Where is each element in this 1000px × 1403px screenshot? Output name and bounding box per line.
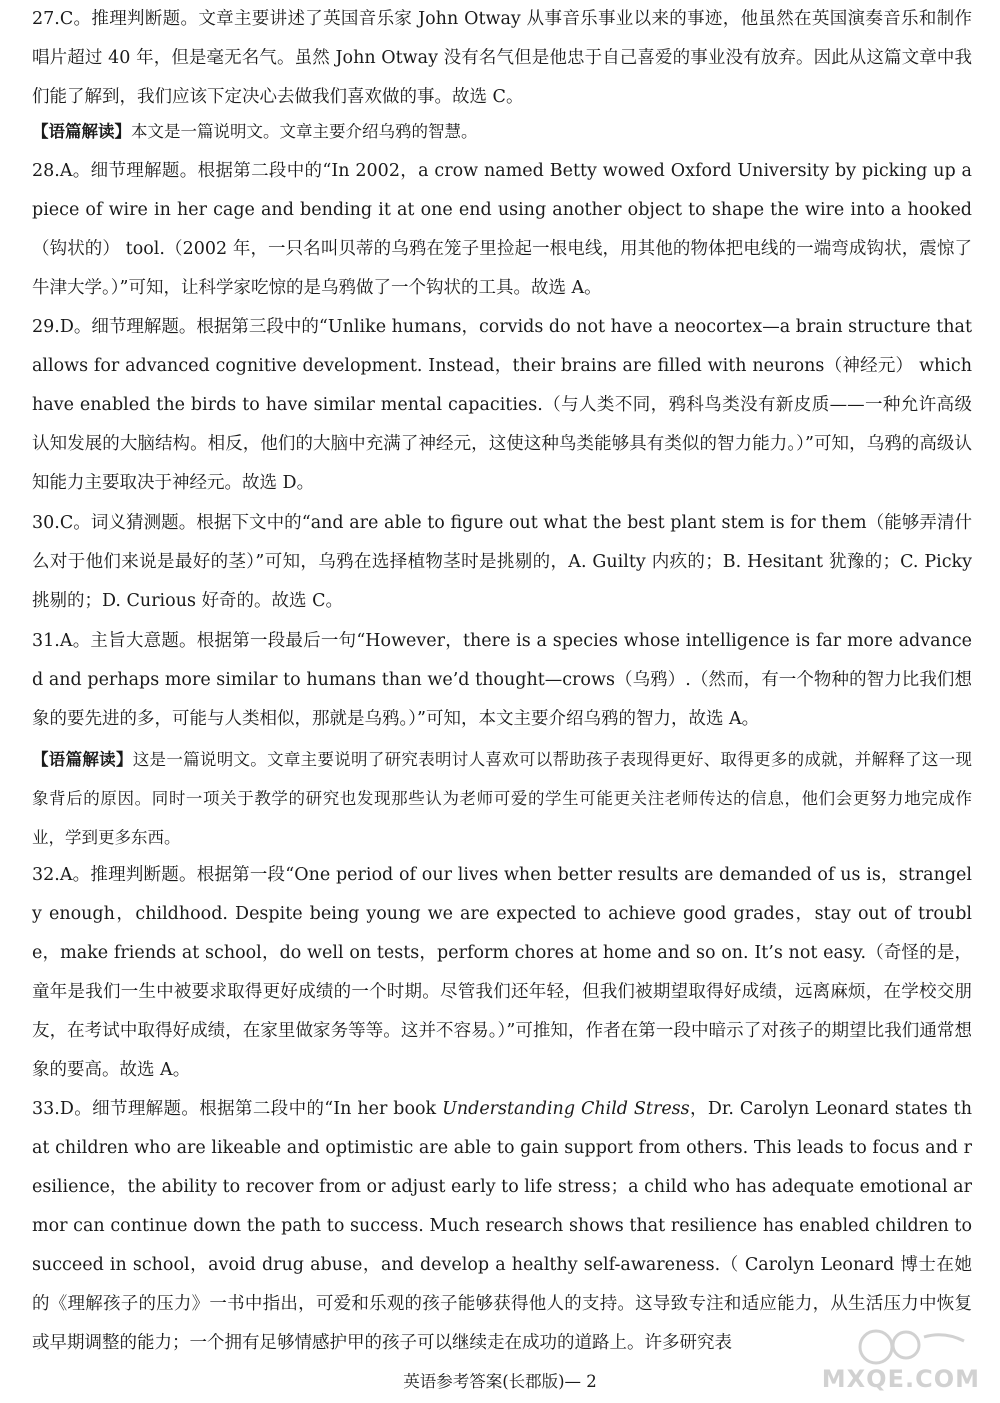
- answer-33-lead: 33.D。细节理解题。根据第二段中的“In her book: [32, 1099, 443, 1119]
- analysis-tag: 【语篇解读】: [32, 750, 133, 769]
- answer-27: 27.C。推理判断题。文章主要讲述了英国音乐家 John Otway 从事音乐事业以来的事迹，他虽然在英国演奏音乐和制作唱片超过 40 年，但是毫无名气。虽然 John Otway 没有名气但是他忠于自己喜爱的事业没有放弃。因此从这篇文章中我们能了解到，我们应该下定决心去做我们喜欢做的事。故选 C。: [32, 9, 972, 107]
- analysis-tag: 【语篇解读】: [32, 122, 131, 141]
- passage-analysis-2: [32, 740, 972, 857]
- answer-29: 29.D。细节理解题。根据第三段中的“Unlike humans，corvids do not have a neocortex—a brain structure that allows for advanced cognitive development. Instead，their brains are filled with neurons（神经元） which have enabled the birds to have similar mental capacities.（与人类不同，鸦科鸟类没有新皮质——一种允许高级认知发展的大脑结构。相反，他们的大脑中充满了神经元，这使这种鸟类能够具有类似的智力能力。）”可知，乌鸦的高级认知能力主要取决于神经元。故选 D。: [32, 317, 972, 493]
- answer-33: [32, 1090, 972, 1363]
- answer-30: 30.C。词义猜测题。根据下文中的“and are able to figure out what the best plant stem is for them（能够弄清什么对于他们来说是最好的茎）”可知，乌鸦在选择植物茎时是挑剔的，A. Guilty 内疚的；B. Hesitant 犹豫的；C. Picky 挑剔的；D. Curious 好奇的。故选 C。: [32, 513, 972, 611]
- book-title: Understanding Child Stress: [442, 1099, 690, 1119]
- passage-analysis-1: [32, 112, 972, 151]
- analysis-text: 这是一篇说明文。文章主要说明了研究表明讨人喜欢可以帮助孩子表现得更好、取得更多的成就，并解释了这一现象背后的原因。同时一项关于教学的研究也发现那些认为老师可爱的学生可能更关注老师传达的信息，他们会更努力地完成作业，学到更多东西。: [32, 750, 973, 847]
- page-footer: 英语参考答案(长郡版)— 2: [403, 1372, 597, 1391]
- answer-32: 32.A。推理判断题。根据第一段“One period of our lives when better results are demanded of us is，strangely enough，childhood. Despite being young we are expected to achieve good grades，stay out of trouble，make friends at school，do well on tests，perform chores at home and so on. It’s not easy.（奇怪的是，童年是我们一生中被要求取得更好成绩的一个时期。尽管我们还年轻，但我们被期望取得好成绩，远离麻烦，在学校交朋友，在考试中取得好成绩，在家里做家务等等。这并不容易。）”可推知，作者在第一段中暗示了对孩子的期望比我们通常想象的要高。故选 A。: [32, 865, 972, 1080]
- watermark-text: MXQE.COM: [821, 1365, 980, 1393]
- analysis-text: 本文是一篇说明文。文章主要介绍乌鸦的智慧。: [131, 122, 478, 141]
- answer-28: 28.A。细节理解题。根据第二段中的“In 2002，a crow named Betty wowed Oxford University by picking up a piece of wire in her cage and bending it at one end using another object to shape the wire into a hooked（钩状的） tool.（2002 年，一只名叫贝蒂的乌鸦在笼子里捡起一根电线，用其他的物体把电线的一端弯成钩状，震惊了牛津大学。）”可知，让科学家吃惊的是乌鸦做了一个钩状的工具。故选 A。: [32, 161, 972, 298]
- answer-31: 31.A。主旨大意题。根据第一段最后一句“However，there is a species whose intelligence is far more advanced and perhaps more similar to humans than we’d thought—crows（乌鸦）.（然而，有一个物种的智力比我们想象的要先进的多，可能与人类相似，那就是乌鸦。）”可知，本文主要介绍乌鸦的智力，故选 A。: [32, 631, 972, 729]
- answer-33-rest: ，Dr. Carolyn Leonard states that children who are likeable and optimistic are able to gain support from others. This leads to focus and resilience，the ability to recover from or adjust early to life stress；a child who has adequate emotional armor can continue down the path to success. Much research shows that resilience has enabled children to succeed in school，avoid drug abuse，and develop a healthy self-awareness.（ Carolyn Leonard 博士在她的《理解孩子的压力》一书中指出，可爱和乐观的孩子能够获得他人的支持。这导致专注和适应能力，从生活压力中恢复或早期调整的能力；一个拥有足够情感护甲的孩子可以继续走在成功的道路上。许多研究表: [32, 1099, 972, 1353]
